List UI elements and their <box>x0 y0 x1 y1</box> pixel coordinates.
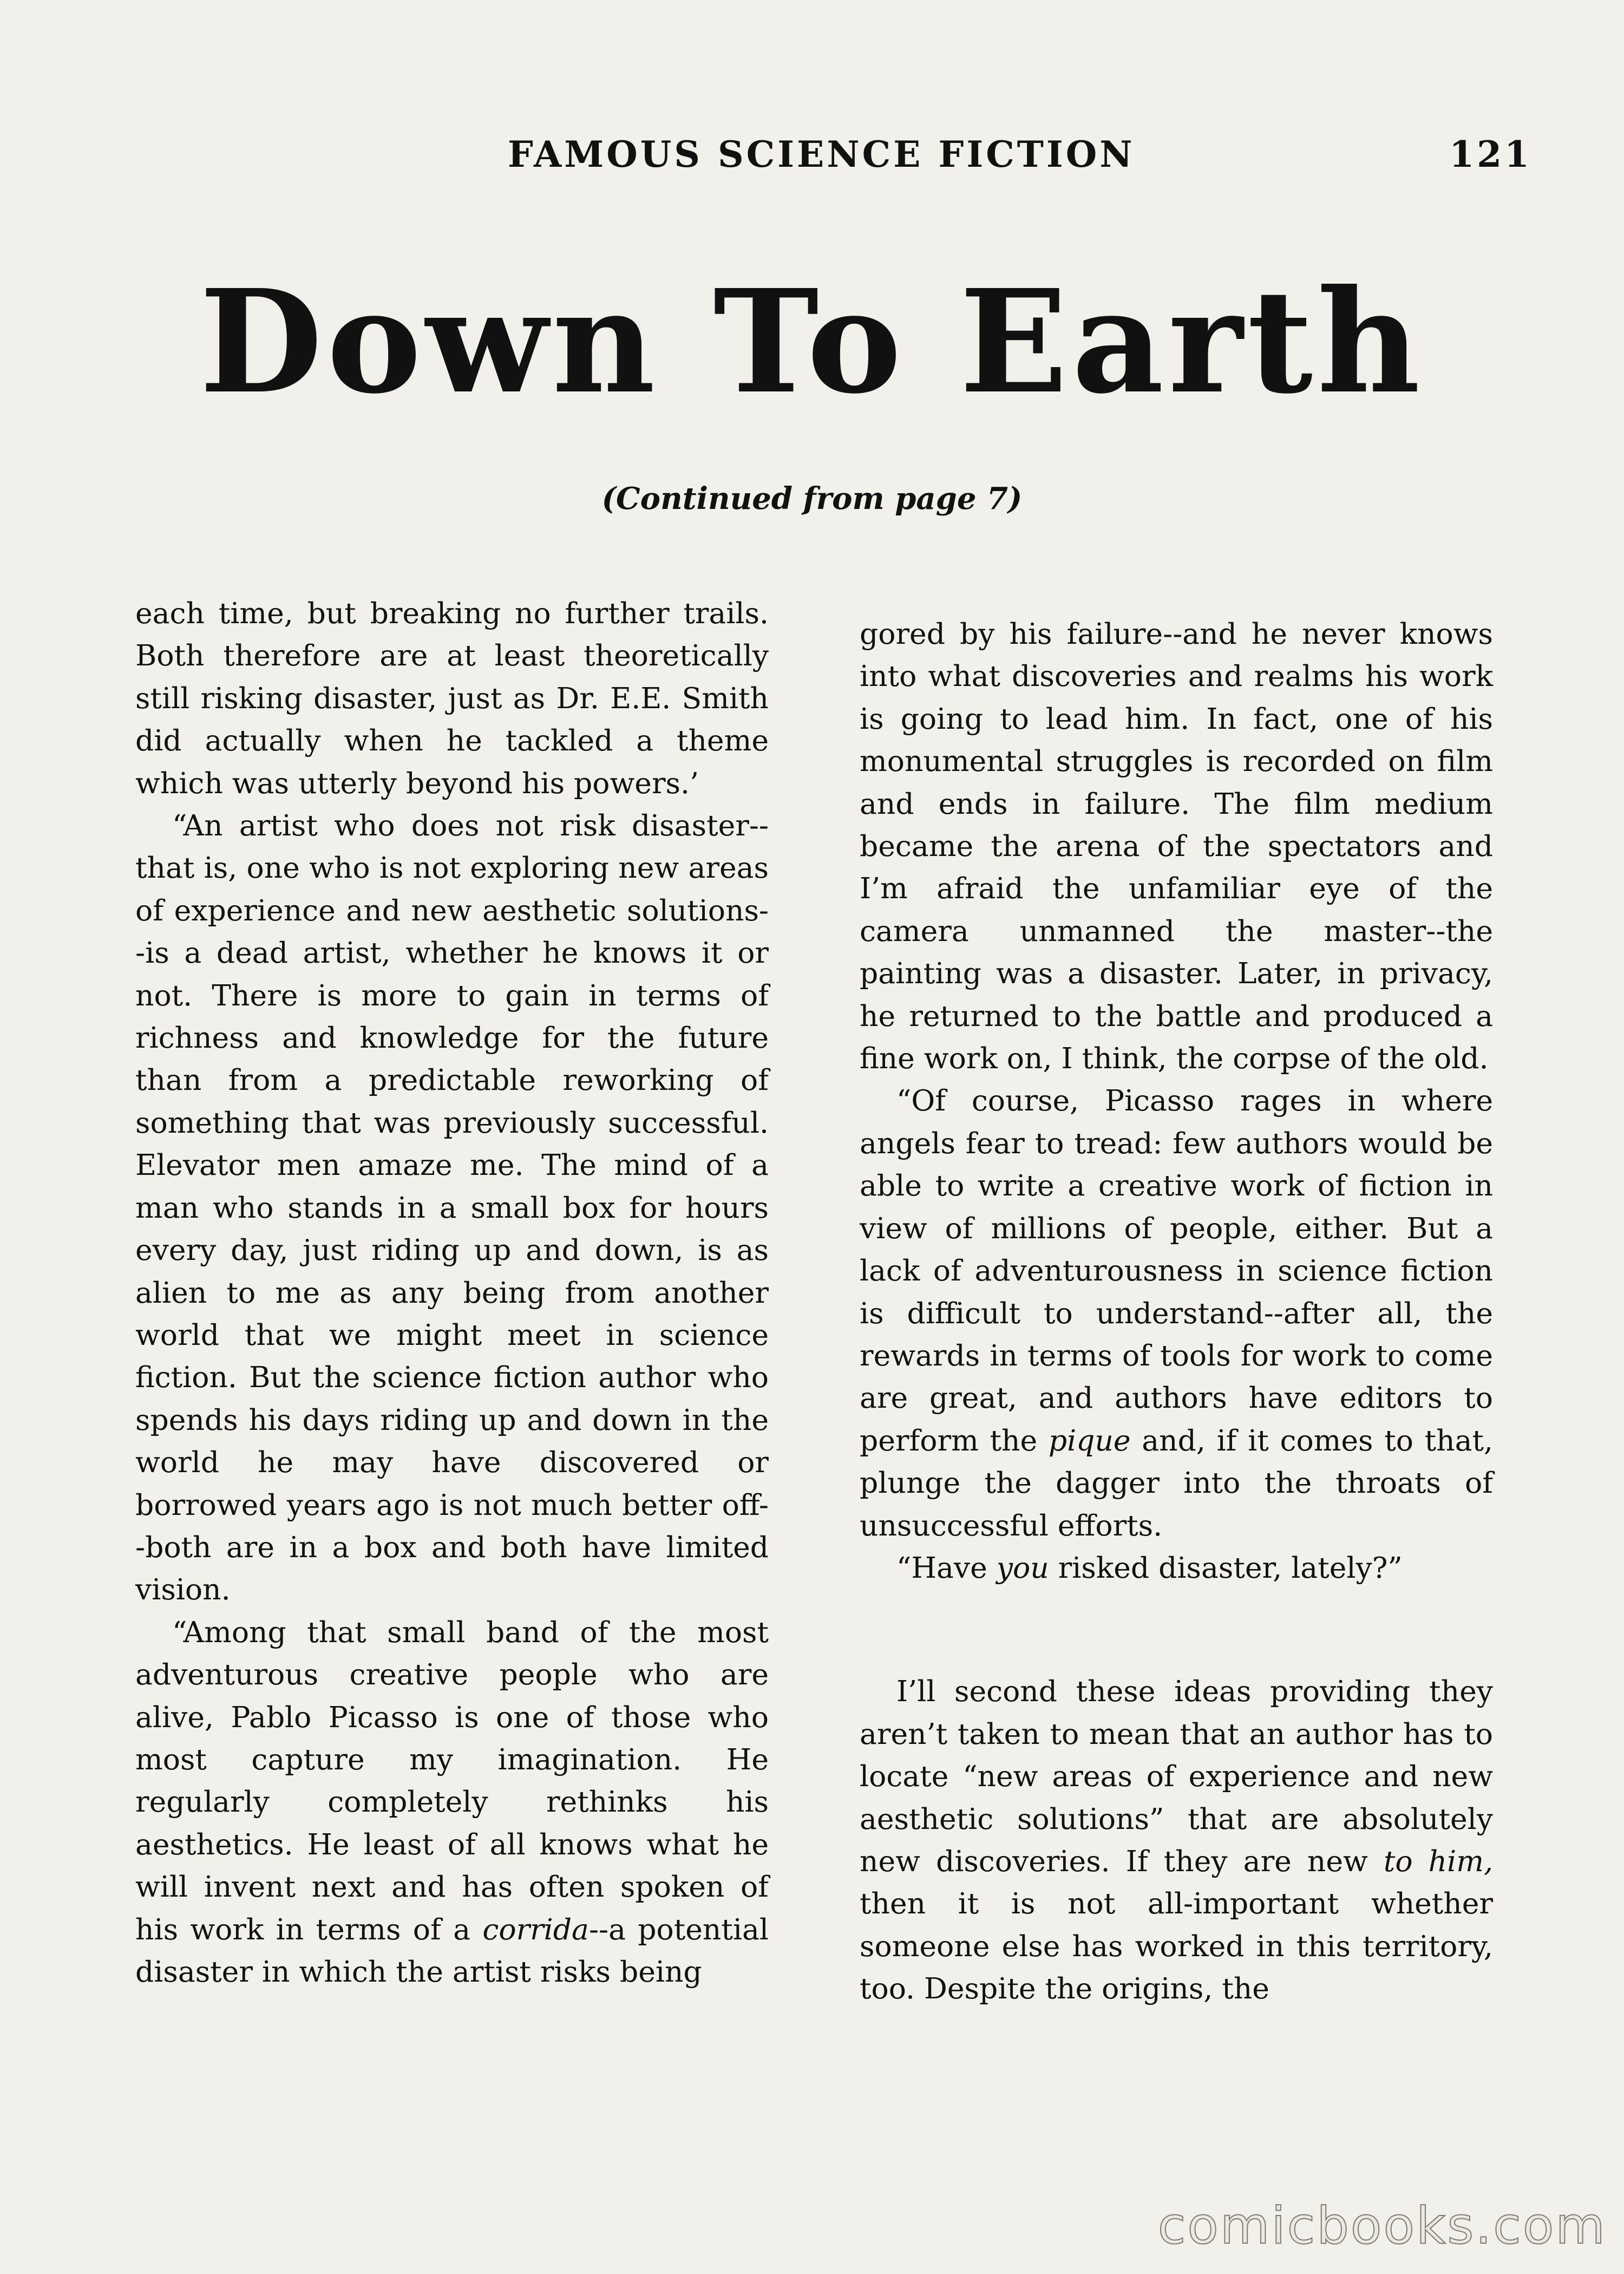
site-watermark: comicbooks.com <box>1157 2197 1607 2256</box>
magazine-title: FAMOUS SCIENCE FICTION <box>508 133 1135 175</box>
page-number: 121 <box>1449 133 1532 175</box>
paragraph: “Among that small band of the most adventurous creative people who are alive, Pablo Picasso is one of those who most capture my imagination. He regularly completely rethinks his aesthetics. He least of all knows what he will invent next and has often spoken of his work in terms of a corrida--a potential disaster in which the artist risks being <box>135 1615 769 1989</box>
paragraph: “Of course, Picasso rages in where angels fear to tread: few authors would be able to write a creative work of fiction in view of millions of people, either. But a lack of adventurousness in science fiction is difficult to understand--after all, the rewards in terms of tools for work to come are great, and authors have editors to perform the pique and, if it comes to that, plunge the dagger into the throats of unsuccessful efforts. <box>860 1083 1493 1543</box>
emphasis: corrida <box>482 1912 589 1946</box>
paragraph: each time, but breaking no further trails. Both therefore are at least theoretically still risking disaster, just as Dr. E.E. Smith did actually when he tackled a theme which was utterly beyond his powers.’ <box>135 596 769 800</box>
paragraph: I’ll second these ideas providing they aren’t taken to mean that an author has to locate “new areas of experience and new aesthetic solutions” that are absolutely new discoveries. If they are new to him, then it is not all-important whether someone else has worked in this territory, too. Despite the origins, the <box>860 1674 1493 2006</box>
emphasis: you <box>996 1550 1049 1585</box>
paragraph: gored by his failure--and he never knows into what discoveries and realms his work is going to lead him. In fact, one of his monumental struggles is recorded on film and ends in failure. The film medium became the arena of the spectators and I’m afraid the unfamiliar eye of the camera unmanned the master--the painting was a disaster. Later, in privacy, he returned to the battle and produced a fine work on, I think, the corpse of the old. <box>860 617 1493 1076</box>
right-column <box>860 613 1493 2010</box>
emphasis: to him, <box>1383 1844 1493 1878</box>
paragraph: “Have you risked disaster, lately?” <box>896 1550 1403 1585</box>
article-title: Down To Earth <box>199 258 1425 425</box>
paragraph: “An artist who does not risk disaster--that is, one who is not exploring new areas of experience and new aesthetic solutions--is a dead artist, whether he knows it or not. There is more to gain in terms of richness and knowledge for the future than from a predictable reworking of something that was previously successful. Elevator men amaze me. The mind of a man who stands in a small box for hours every day, just riding up and down, is as alien to me as any being from another world that we might meet in science fiction. But the science fiction author who spends his days riding up and down in the world he may have discovered or borrowed years ago is not much better off--both are in a box and both have limited vision. <box>135 808 769 1607</box>
continued-note: (Continued from page 7) <box>601 481 1023 517</box>
emphasis: pique <box>1048 1423 1131 1458</box>
left-column <box>135 592 769 1993</box>
